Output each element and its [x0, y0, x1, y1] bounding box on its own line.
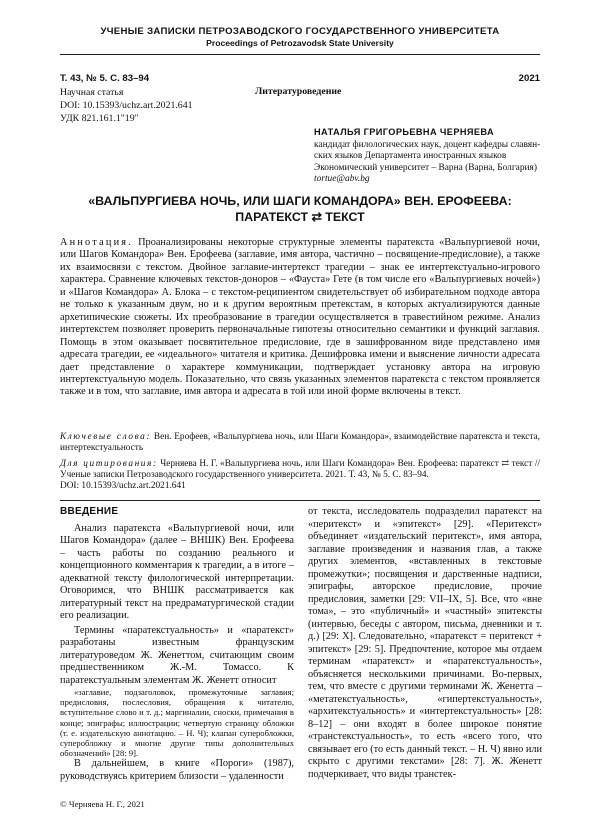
citation-text: Черняева Н. Г. «Вальпургиева ночь, или Шаги Командора» Вен. Ерофеева: паратекст ⇄ текст // Ученые записки Петрозаводского государственного университета. 2021. Т. 43, № 5. С. 83–94.	[60, 459, 540, 480]
paragraph-3: В дальнейшем, в книге «Пороги» (1987), руководствуясь критерием близости – удаленности	[60, 758, 294, 782]
citation	[60, 459, 540, 492]
journal-header	[0, 26, 600, 48]
paragraph-right: от текста, исследователь подразделил паратекст на «перитекст» и «эпитекст» [29]. «Перитекст» объединяет «издательский перитекст», имя автора, заглавие произведения и названия глав, а также других элементов, «вставленных в текстовые промежутки»; посвящения и дарственные надписи, эпиграфы, авторское предисловие, прочие предисловия, заметки [29: VII–IX, 5]. Все, что «вне тома», – это «публичный» и «частный» эпитексты (интервью, беседы с автором, письма, дневники и т. д.) [29: X]. Следовательно, «паратекст = перитекст + эпитекст» [29: 5]. Предпочтение, которое мы отдаем терминам «паратекст» и «паратекстуальность», объясняется несколькими причинами. Во-первых, тем, что вместе с другими терминами Ж. Женетта – «метатекстуальность», «гипертекстуальность», «архитекстуальность» и «интертекстуальность» [28: 8–12] – они входят в более широкое понятие «транстекстуальность», то есть «всего того, что связывает его (то есть данный текст. – Н. Ч) явно или скрыто с другими текстами» [28: 7]. Ж. Женетт подчеркивает, что виды транстек-	[308, 506, 542, 780]
publication-year: 2021	[518, 73, 540, 84]
right-column	[308, 506, 542, 781]
title-line-2: ПАРАТЕКСТ ⇄ ТЕКСТ	[235, 209, 365, 224]
paragraph-1: Анализ паратекста «Вальпургиевой ночи, или Шагов Командора» (далее – ВНШК) Вен. Ерофеева – часть работы по созданию реального и концепционного комментария к трагедии, а в итоге – адекватной тексту филологической интерпретации. Оговоримся, что ВНШК рассматривается как литературный текст на предраматургической стадии его реализации.	[60, 522, 294, 621]
citation-doi: DOI: 10.15393/uchz.art.2021.641	[60, 481, 186, 491]
section-divider	[60, 500, 540, 501]
paragraph-2: Термины «паратекстуальность» и «паратекст» разработаны известным французским литературоведом Ж. Женеттом, считающим своим предшественником Ж.-М. Томассо. К паратекстуальным элементам Ж. Женетт относит	[60, 624, 294, 686]
article-doi: DOI: 10.15393/uchz.art.2021.641	[60, 100, 193, 111]
abstract-text: Проанализированы некоторые структурные элементы паратекста «Вальпургиевой ночи, или Шагов Командора» Вен. Ерофеева (заглавие, имя автора, частично – посвящение-предисловие), а также их взаимосвязи с текстом. Двойное заглавие-интертекст трагедии – знак ее интертекстуально-игрового характера. Сравнение ключевых текстов-доноров – «Фауста» Гете (в том числе его «Вальпургиевых ночей») и «Шагов Командора» А. Блока – с текстом-реципиентом свидетельствует об избирательном подходе автора не только к указанным двум, но и к другим вероятным претекстам, в которых актуализируются данные архетипические сюжеты. Их преобразование в трагедии осуществляется в травестийном режиме. Анализ интертекстем позволяет проверить первоначальные гипотезы относительно семантики и функций заглавия. Помощь в этом оказывает посвятительное предисловие, где в зашифрованном виде представлено имя адресата трагедии, ее «идеального» читателя и критика. Дешифровка имени и выяснение личности адресата дает представление о характере коммуникации, подтверждает установку автора на игровую интертекстуальную модель. Показательно, что связь указанных элементов паратекста с текстом проявляется также и в том, что заглавие, имя автора и адресата в той или иной форме включены в текст.	[60, 237, 540, 398]
keywords	[60, 432, 540, 454]
copyright: © Черняева Н. Г., 2021	[60, 799, 145, 809]
article-title	[60, 194, 540, 225]
article-type: Научная статья	[60, 87, 124, 98]
author-affiliation-2: ских языков Департамента иностранных языков	[314, 151, 507, 162]
journal-title-en: Proceedings of Petrozavodsk State University	[206, 38, 394, 48]
article-meta	[60, 72, 540, 125]
abstract	[60, 237, 540, 399]
journal-section: Литературоведение	[255, 86, 342, 97]
volume-pages: Т. 43, № 5. С. 83–94	[60, 73, 150, 84]
author-email[interactable]: tortue@abv.bg	[314, 174, 370, 185]
left-column	[60, 506, 294, 783]
author-affiliation-1: кандидат филологических наук, доцент кафедры славян-	[314, 139, 541, 150]
block-quote: «заглавие, подзаголовок, промежуточные заглавия; предисловия, послесловия, обращения к читателю, вступительное слово и т. д.; маргиналии, сноски, примечания в конце; эпиграфы; иллюстрации; четвертую страницу обложки (т. е. издательскую аннотацию. – Н. Ч); клапан суперобложки, суперобложку и многие другие типы дополнительных обозначений» [28: 9].	[60, 687, 294, 759]
title-line-1: «ВАЛЬПУРГИЕВА НОЧЬ, ИЛИ ШАГИ КОМАНДОРА» ВЕН. ЕРОФЕЕВА:	[88, 194, 512, 208]
author-affiliation-3: Экономический университет – Варна (Варна, Болгария)	[314, 162, 537, 173]
keywords-text: Вен. Ерофеев, «Вальпургиева ночь, или Шаги Командора», взаимодействие паратекста и текста, интертекстуальность	[60, 432, 540, 453]
section-heading: ВВЕДЕНИЕ	[60, 506, 119, 517]
author-block	[314, 127, 544, 186]
citation-label: Для цитирования:	[60, 459, 158, 469]
journal-title-ru: УЧЕНЫЕ ЗАПИСКИ ПЕТРОЗАВОДСКОГО ГОСУДАРСТВЕННОГО УНИВЕРСИТЕТА	[100, 26, 500, 37]
header-divider	[60, 54, 540, 55]
article-udc: УДК 821.161.1"19"	[60, 113, 139, 124]
abstract-label: Аннотация.	[60, 237, 133, 248]
author-name: НАТАЛЬЯ ГРИГОРЬЕВНА ЧЕРНЯЕВА	[314, 127, 495, 137]
keywords-label: Ключевые слова:	[60, 432, 152, 442]
